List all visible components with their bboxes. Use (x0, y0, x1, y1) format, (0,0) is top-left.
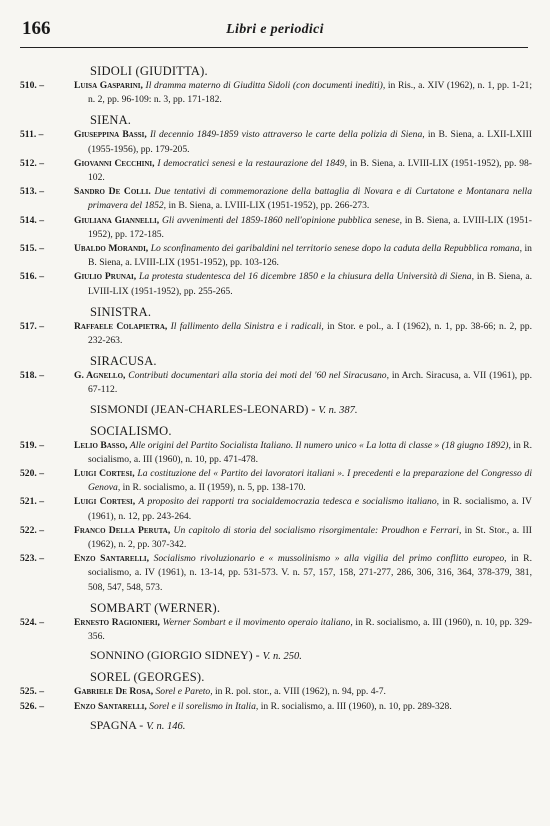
entry-body (74, 369, 532, 397)
bibliography-entry (20, 185, 532, 213)
entry-number: 513. – (20, 186, 44, 198)
bibliography-entry (20, 128, 532, 156)
entry-title: Gli avvenimenti del 1859-1860 nell'opinione pubblica senese, (162, 214, 403, 226)
entry-body (74, 128, 532, 156)
entry-title: Sorel e il sorelismo in Italia, (149, 700, 259, 712)
entry-author: Sandro De Colli. (74, 186, 151, 198)
section-heading: SOCIALISMO. (90, 423, 172, 438)
entry-citation: in B. Siena, a. LVIII-LIX (1951-1952), pp. 98-102. (88, 157, 532, 184)
entry-body (74, 467, 532, 495)
bibliography-entry (20, 524, 532, 552)
bibliography-entry (20, 79, 533, 107)
bibliography-entry (20, 685, 532, 699)
entry-author: Lelio Basso, (74, 439, 128, 451)
entry-citation: in R. socialismo, a. III (1960), n. 10, pp. 289-328. (260, 700, 452, 712)
entry-citation: in B. Siena, a. LVIII-LIX (1951-1952), pp. 255-265. (88, 271, 533, 297)
bibliography-entry (20, 439, 532, 467)
entry-body (74, 185, 532, 213)
section-heading: SIDOLI (GIUDITTA). (90, 64, 208, 78)
entry-title: A proposito dei rapporti tra socialdemocrazia tedesca e socialismo italiano, (138, 496, 440, 508)
bibliography-entry (20, 467, 532, 495)
entry-number: 516. – (20, 271, 44, 283)
section-heading: SOMBART (WERNER). (90, 600, 221, 615)
entry-author: Giuseppina Bassi, (74, 129, 147, 141)
section-spacer (0, 734, 550, 738)
entry-author: Luigi Cortesi, (74, 496, 136, 508)
entry-number: 524. – (20, 616, 44, 628)
entry-citation: in R. socialismo, a. III (1960), n. 10, pp. 329-356. (88, 616, 533, 643)
entry-citation: in B. Siena, a. LVIII-LIX (1951-1952), pp. 266-273. (168, 200, 370, 212)
section-heading: SOREL (GEORGES). (90, 670, 205, 685)
entry-body (74, 157, 532, 185)
entry-title: Il dramma materno di Giuditta Sidoli (con documenti inediti), (145, 80, 386, 91)
bibliography-entry (20, 270, 533, 298)
section-heading: SISMONDI (JEAN-CHARLES-LEONARD) - (90, 401, 316, 416)
section-heading: SINISTRA. (90, 304, 152, 319)
bibliography-entry (20, 320, 532, 348)
bibliography-entry (20, 616, 533, 644)
entry-title: Il fallimento della Sinistra e i radicali, (170, 320, 324, 332)
section-spacer (0, 107, 550, 111)
entry-author: Luisa Gasparini, (74, 80, 143, 91)
entry-body (74, 79, 532, 107)
entry-author: Giovanni Cecchini, (74, 157, 155, 169)
entry-title: Lo sconfinamento dei garibaldini nel territorio senese dopo la caduta della Repubblica romana, (150, 243, 522, 255)
entry-body (74, 700, 532, 714)
entry-title: Contributi documentari alla storia dei moti del '60 nel Siracusano, (128, 370, 389, 382)
entry-title: Socialismo rivoluzionario e « mussolinismo » alla vigilia del primo conflitto europeo, (153, 553, 507, 565)
entry-number: 512. – (20, 157, 44, 169)
entry-number: 518. – (20, 370, 44, 382)
page-number: 166 (22, 18, 51, 39)
entry-citation: in R. pol. stor., a. VIII (1962), n. 94, pp. 4-7. (215, 686, 386, 698)
entry-number: 520. – (20, 468, 44, 480)
header-rule (20, 47, 528, 48)
entry-citation: in R. socialismo, a. IV (1961), n. 12, pp. 243-264. (88, 496, 532, 522)
cross-reference-heading (90, 648, 550, 664)
section-spacer (0, 595, 550, 599)
entry-body (74, 685, 532, 699)
section-spacer (0, 664, 550, 668)
entry-title: Alle origini del Partito Socialista Italiano. Il numero unico « La lotta di classe » (18 giugno 1892), (129, 439, 511, 451)
entry-author: Ubaldo Morandi, (74, 243, 149, 255)
bibliography-entry (20, 369, 533, 397)
page-header (0, 18, 550, 44)
section-heading: SONNINO (GIORGIO SIDNEY) - (90, 648, 260, 663)
see-reference: V. n. 250. (262, 651, 302, 663)
section-spacer (0, 418, 550, 422)
entry-title: Werner Sombart e il movimento operaio italiano, (162, 616, 353, 628)
entry-title: La costituzione del « Partito dei lavoratori italiani ». I precedenti e la preparazione del Congresso di Genova, (88, 468, 532, 494)
entry-number: 522. – (20, 524, 44, 536)
entry-author: Franco Della Peruta, (74, 524, 171, 536)
entry-author: Enzo Santarelli, (74, 700, 147, 712)
entry-body (74, 524, 532, 552)
entry-number: 526. – (20, 700, 44, 712)
entry-title: Due tentativi di commemorazione della battaglia di Novara e di Curtatone e Montanara nella primavera del 1852, (88, 186, 532, 212)
cross-reference-heading (90, 402, 550, 418)
section-spacer (0, 299, 550, 303)
see-reference: V. n. 387. (318, 404, 358, 416)
bibliography-entry (20, 495, 532, 523)
entry-author: Giuliana Giannelli, (74, 214, 160, 226)
bibliography-list (0, 62, 550, 738)
entry-title: I democratici senesi e la restaurazione del 1849, (157, 157, 347, 169)
entry-citation: in Stor. e pol., a. I (1962), n. 1, pp. 38-66; n. 2, pp. 232-263. (88, 320, 532, 347)
bibliography-entry (20, 242, 532, 270)
entry-number: 521. – (20, 496, 44, 508)
entry-number: 515. – (20, 243, 44, 255)
entry-number: 510. – (20, 80, 44, 91)
section-heading: SIRACUSA. (90, 354, 157, 369)
entry-title: Il decennio 1849-1859 visto attraverso le carte della polizia di Siena, (149, 129, 425, 141)
entry-citation: in Ris., a. XIV (1962), n. 1, pp. 1-21; n. 2, pp. 96-109: n. 3, pp. 171-182. (88, 80, 533, 106)
entry-author: Enzo Santarelli, (74, 553, 149, 565)
entry-number: 514. – (20, 214, 44, 226)
section-heading: SIENA. (90, 113, 132, 128)
section-spacer (0, 348, 550, 352)
entry-citation: in R. socialismo, a. IV (1961), n. 13-14, pp. 531-573. V. n. 57, 157, 158, 271-277, 286, 306, 316, 364, 378-379, 381, 508, 547, 548, 573. (88, 553, 532, 593)
entry-citation: in St. Stor., a. III (1962), n. 2, pp. 307-342. (88, 524, 532, 551)
entry-number: 519. – (20, 439, 44, 451)
entry-citation: in B. Siena, a. LVIII-LIX (1951-1952), pp. 103-126. (88, 243, 532, 269)
entry-author: Gabriele De Rosa, (74, 686, 154, 698)
section-heading: SPAGNA - (90, 717, 144, 732)
entry-number: 525. – (20, 686, 44, 698)
entry-body (74, 495, 532, 523)
entry-number: 511. – (20, 129, 44, 141)
entry-author: Luigi Cortesi, (74, 468, 135, 480)
see-reference: V. n. 146. (146, 720, 186, 732)
entry-citation: in R. socialismo, a. III (1960), n. 10, pp. 471-478. (88, 439, 532, 465)
entry-title: Un capitolo di storia del socialismo risorgimentale: Proudhon e Ferrari, (173, 524, 462, 536)
entry-title: La protesta studentesca del 16 dicembre 1850 e la chiusura della Università di Siena, (139, 271, 474, 283)
entry-author: G. Agnello, (74, 370, 126, 382)
entry-body (74, 242, 532, 270)
entry-author: Ernesto Ragionieri, (74, 616, 160, 628)
entry-citation: in Arch. Siracusa, a. VII (1961), pp. 67-112. (88, 370, 533, 396)
entry-citation: in R. socialismo, a. II (1959), n. 5, pp. 138-170. (122, 482, 306, 494)
entry-body (74, 320, 532, 348)
entry-body (74, 552, 532, 595)
entry-body (74, 439, 532, 467)
entry-title: Sorel e Pareto, (155, 686, 213, 698)
entry-citation: in B. Siena, a. LXII-LXIII (1955-1956), pp. 179-205. (88, 129, 532, 155)
entry-citation: in B. Siena, a. LVIII-LIX (1951-1952), pp. 172-185. (88, 214, 532, 240)
bibliography-entry (20, 157, 532, 185)
entry-body (74, 616, 532, 644)
bibliography-entry (20, 214, 532, 242)
entry-author: Raffaele Colapietra, (74, 320, 168, 332)
entry-number: 523. – (20, 553, 44, 565)
entry-body (74, 270, 532, 298)
entry-author: Giulio Prunai, (74, 271, 137, 283)
bibliography-entry (20, 552, 532, 595)
entry-body (74, 214, 532, 242)
running-title: Libri e periodici (226, 22, 324, 37)
cross-reference-heading (90, 718, 550, 734)
entry-number: 517. – (20, 320, 44, 332)
bibliography-entry (20, 700, 532, 714)
